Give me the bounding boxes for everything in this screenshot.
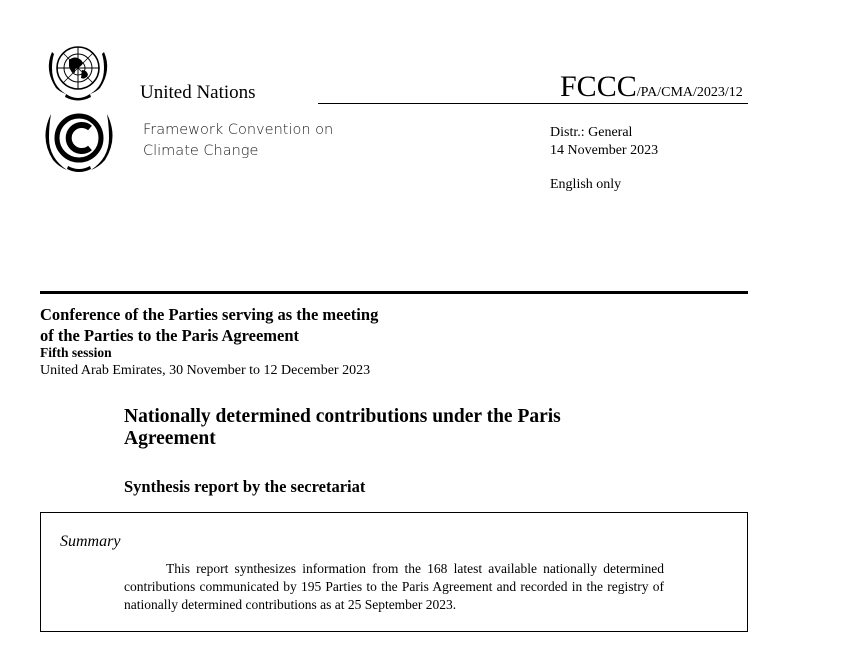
convention-line-2: Climate Change (143, 143, 259, 159)
summary-text: This report synthesizes information from the 168 latest available nationally determined contributions communicated by 195 Parties to the Paris Agreement and recorded in the registry of nationally determined contributions as at 25 September 2023. (124, 561, 664, 612)
document-subtitle: Synthesis report by the secretariat (124, 477, 366, 496)
document-title-line-1: Nationally determined contributions under the Paris (124, 406, 561, 427)
section-divider (40, 291, 748, 294)
symbol-suffix: /PA/CMA/2023/12 (636, 85, 743, 100)
distribution-label: Distr.: General (550, 125, 633, 140)
convention-line-1: Framework Convention on (143, 122, 334, 138)
language-note: English only (550, 177, 622, 192)
meeting-venue: United Arab Emirates, 30 November to 12 December 2023 (40, 363, 371, 378)
document-date: 14 November 2023 (550, 143, 659, 158)
symbol-main: FCCC (560, 70, 637, 103)
session-label: Fifth session (40, 345, 112, 360)
document-title-line-2: Agreement (124, 428, 216, 449)
document-title (124, 406, 624, 450)
meeting-body-line-1: Conference of the Parties serving as the meeting (40, 305, 379, 324)
unfccc-logo-icon (38, 106, 120, 174)
meeting-body (40, 304, 378, 346)
meeting-body-line-2: of the Parties to the Paris Agreement (40, 326, 300, 345)
document-symbol (560, 70, 743, 104)
distribution-block (550, 124, 658, 160)
organization-name: United Nations (140, 82, 256, 103)
convention-name (143, 120, 333, 162)
un-emblem-icon (38, 38, 118, 104)
summary-label: Summary (60, 533, 121, 550)
